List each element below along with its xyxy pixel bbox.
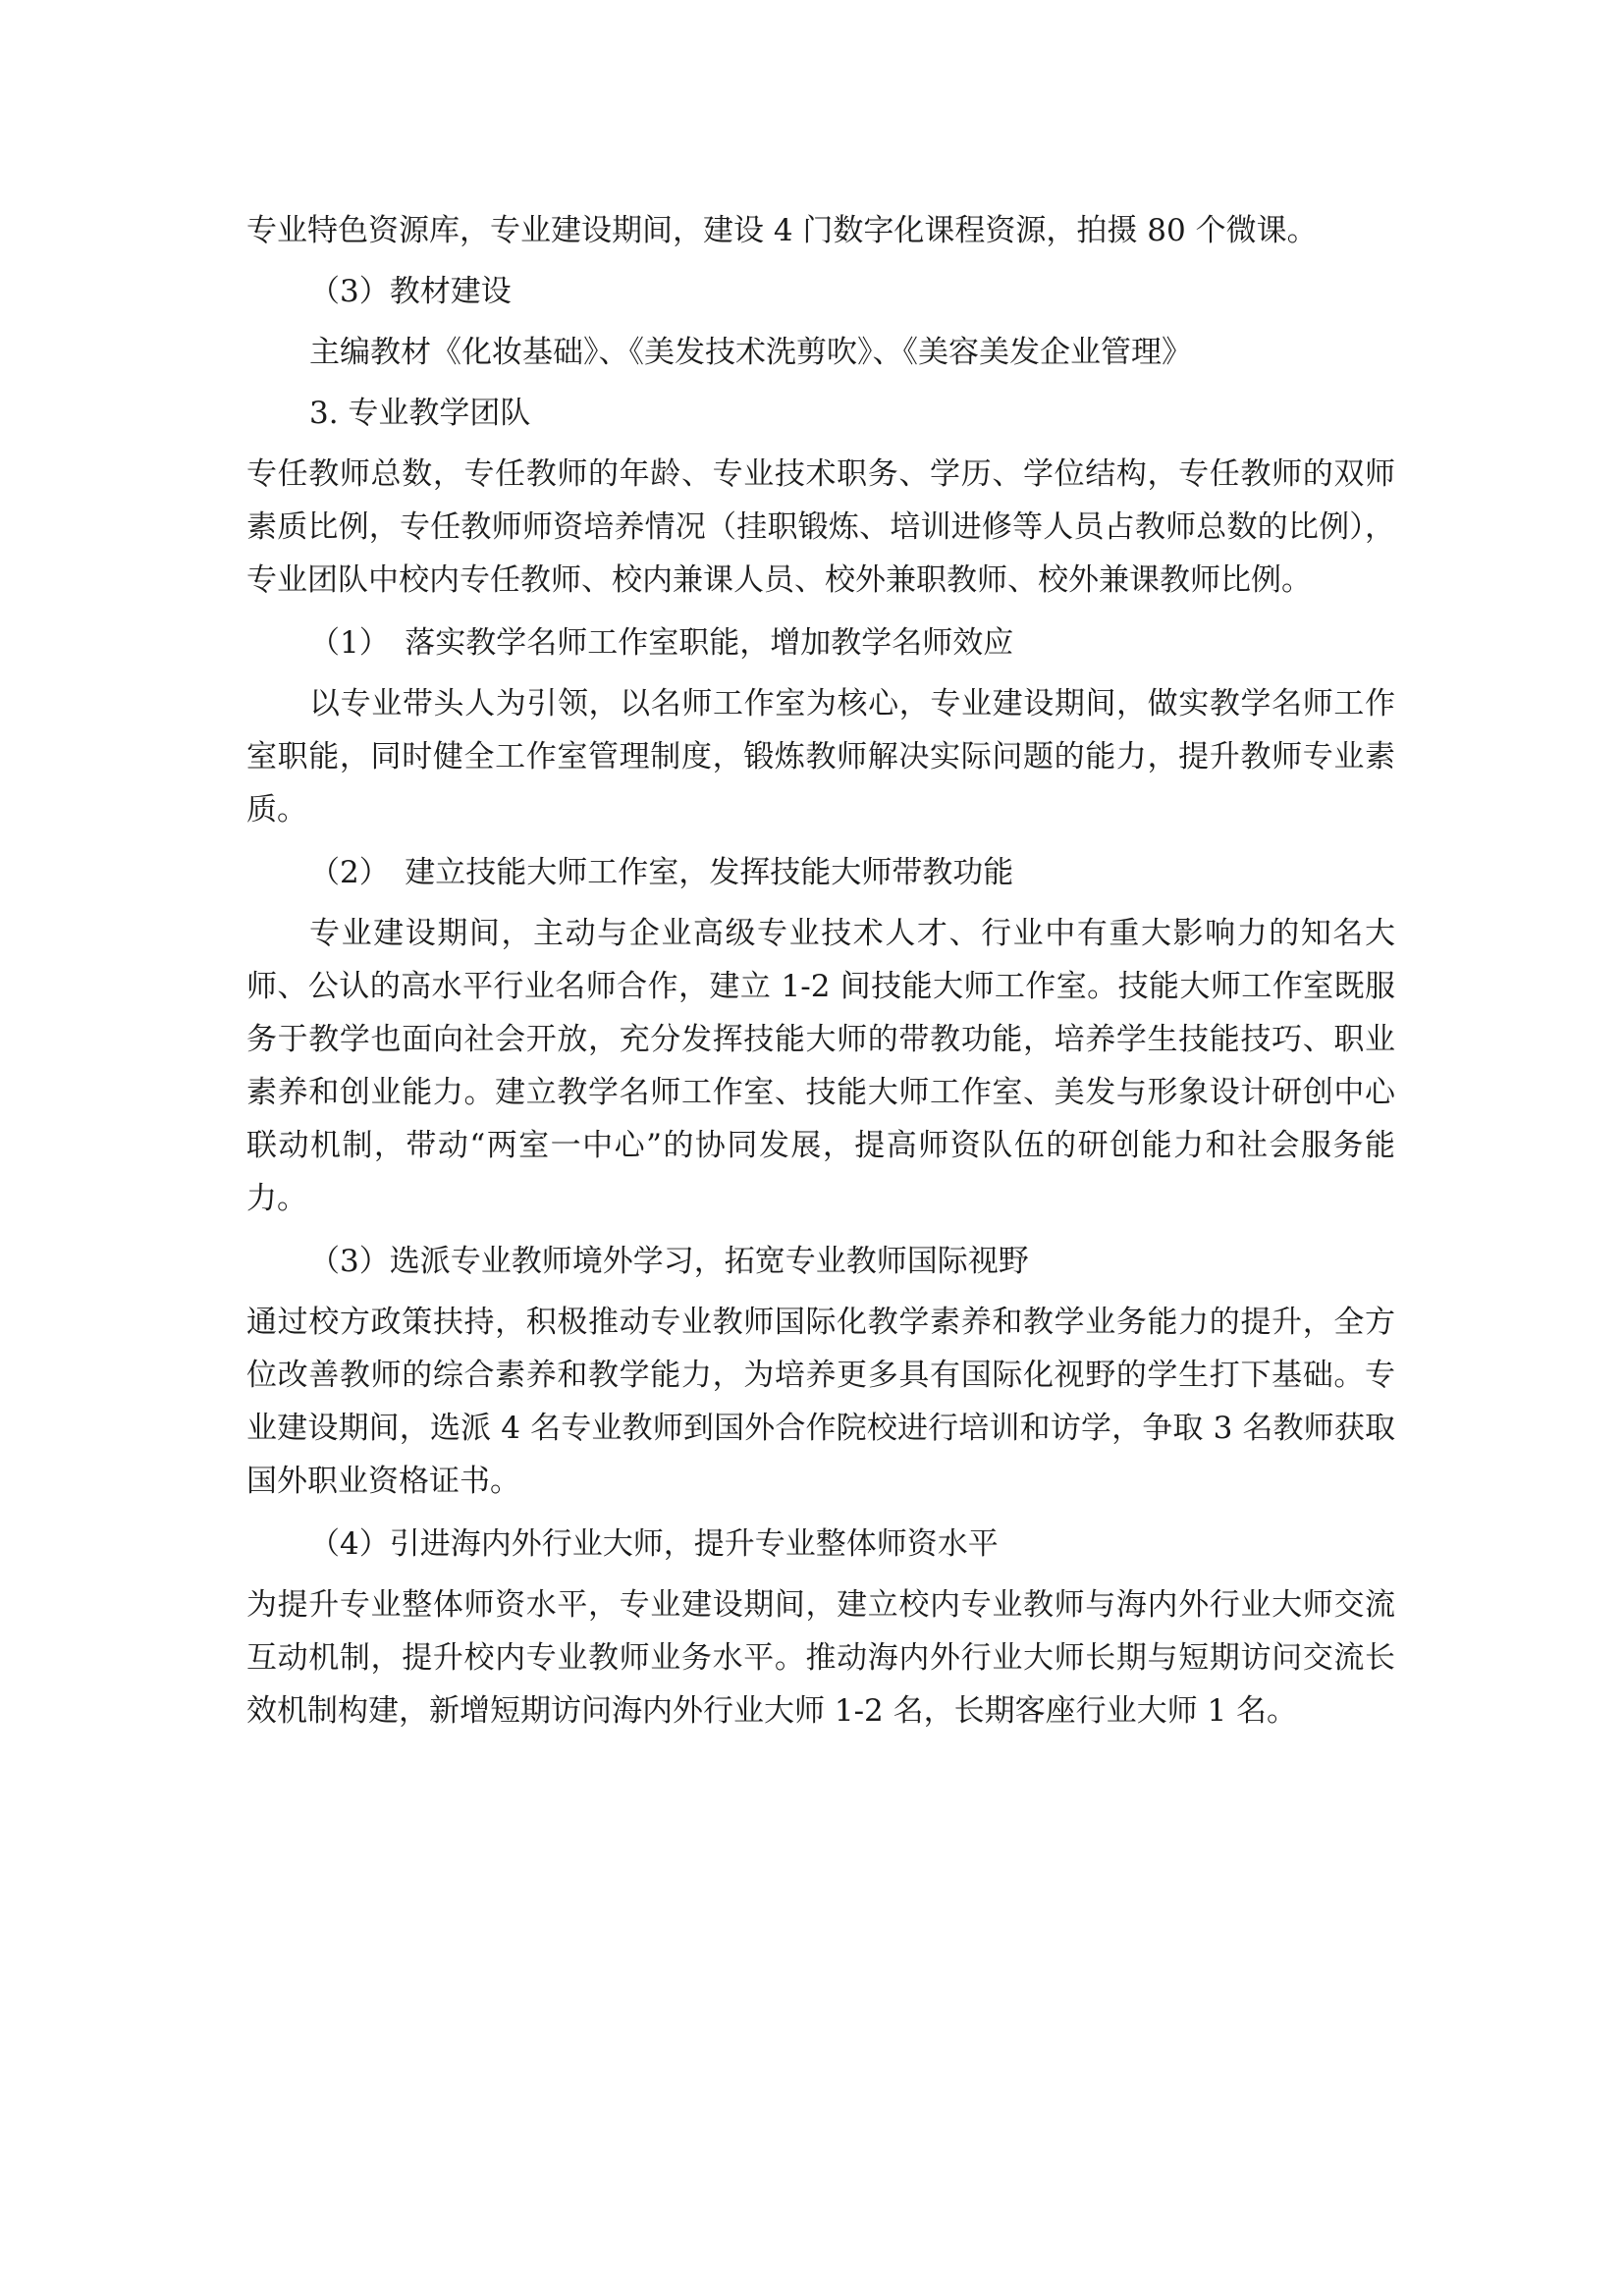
heading-famous-teacher-studio: （1） 落实教学名师工作室职能，增加教学名师效应 (309, 625, 1014, 661)
paragraph-overseas-study: 通过校方政策扶持，积极推动专业教师国际化教学素养和教学业务能力的提升，全方位改善教师的综合素养和教学能力，为培养更多具有国际化视野的学生打下基础。专业建设期间，选派 4 名专业教师到国外合作院校进行培训和访学，争取 3 名教师获取国外职业资格证书。 (246, 1305, 1395, 1499)
heading-textbook-construction: （3）教材建设 (309, 274, 512, 309)
paragraph-industry-masters: 为提升专业整体师资水平，专业建设期间，建立校内专业教师与海内外行业大师交流互动机制，提升校内专业教师业务水平。推动海内外行业大师长期与短期访问交流长效机制构建，新增短期访问海内外行业大师 1-2 名，长期客座行业大师 1 名。 (246, 1587, 1395, 1729)
heading-skill-master-studio: （2） 建立技能大师工作室，发挥技能大师带教功能 (309, 855, 1014, 890)
heading-overseas-study: （3）选派专业教师境外学习，拓宽专业教师国际视野 (309, 1244, 1029, 1279)
paragraph-team-overview: 专任教师总数，专任教师的年龄、专业技术职务、学历、学位结构，专任教师的双师素质比例，专任教师师资培养情况（挂职锻炼、培训进修等人员占教师总数的比例），专业团队中校内专任教师、校内兼课人员、校外兼职教师、校外兼课教师比例。 (246, 456, 1395, 598)
heading-industry-masters: （4）引进海内外行业大师，提升专业整体师资水平 (309, 1526, 999, 1562)
heading-teaching-team: 3. 专业教学团队 (309, 396, 531, 431)
paragraph-famous-teacher-studio: 以专业带头人为引领，以名师工作室为核心，专业建设期间，做实教学名师工作室职能，同时健全工作室管理制度，锻炼教师解决实际问题的能力，提升教师专业素质。 (246, 686, 1395, 828)
paragraph-textbooks: 主编教材《化妆基础》、《美发技术洗剪吹》、《美容美发企业管理》 (309, 335, 1192, 370)
paragraph-skill-master-studio: 专业建设期间，主动与企业高级专业技术人才、行业中有重大影响力的知名大师、公认的高水平行业名师合作，建立 1-2 间技能大师工作室。技能大师工作室既服务于教学也面向社会开放，充分发挥技能大师的带教功能，培养学生技能技巧、职业素养和创业能力。建立教学名师工作室、技能大师工作室、美发与形象设计研创中心联动机制，带动“两室一中心”的协同发展，提高师资队伍的研创能力和社会服务能力。 (246, 916, 1395, 1216)
document-body (246, 204, 1395, 1737)
paragraph-resource-library: 专业特色资源库，专业建设期间，建设 4 门数字化课程资源，拍摄 80 个微课。 (246, 213, 1318, 248)
